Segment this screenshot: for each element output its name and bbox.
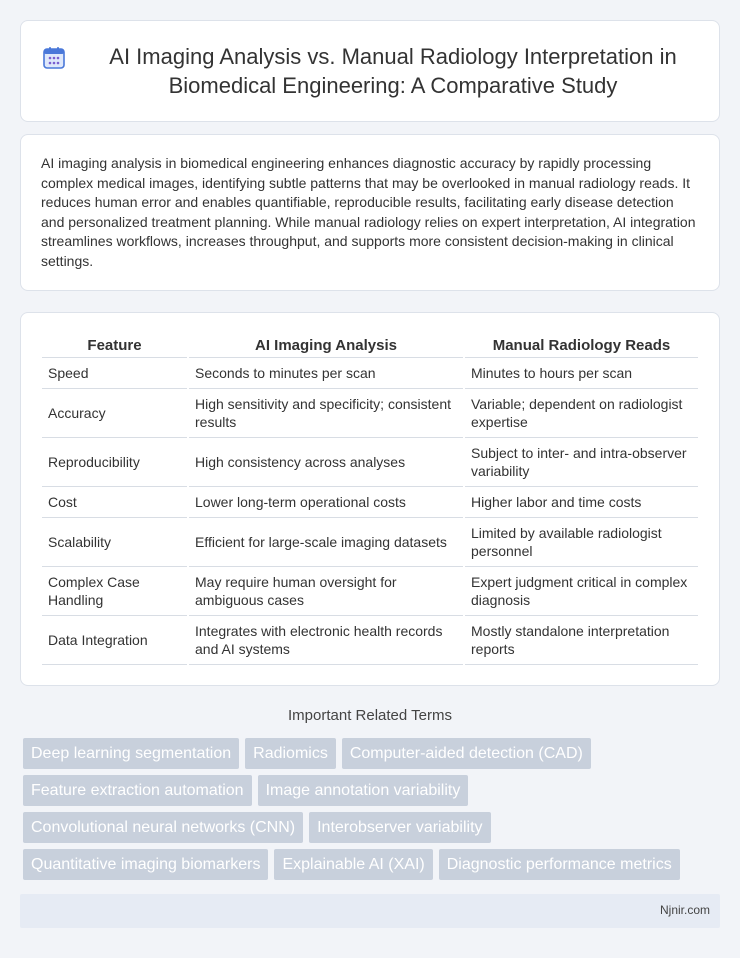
table-cell: Limited by available radiologist personnel <box>464 517 698 566</box>
term-tag[interactable]: Radiomics <box>245 738 336 769</box>
table-cell: Mostly standalone interpretation reports <box>464 615 698 664</box>
column-header-feature: Feature <box>42 333 188 357</box>
table-row <box>42 517 698 566</box>
table-cell: Speed <box>42 357 188 388</box>
table-cell: Accuracy <box>42 388 188 437</box>
column-header-ai: AI Imaging Analysis <box>188 333 464 357</box>
table-cell: Data Integration <box>42 615 188 664</box>
table-cell: Scalability <box>42 517 188 566</box>
title-wrap <box>21 21 719 121</box>
table-row <box>42 437 698 486</box>
comparison-table-card <box>20 312 720 686</box>
table-cell: Seconds to minutes per scan <box>188 357 464 388</box>
table-cell: Efficient for large-scale imaging datasets <box>188 517 464 566</box>
column-header-manual: Manual Radiology Reads <box>464 333 698 357</box>
table-row <box>42 615 698 664</box>
related-terms-heading: Important Related Terms <box>288 707 452 724</box>
table-header-row <box>42 333 698 357</box>
table-cell: Variable; dependent on radiologist expertise <box>464 388 698 437</box>
term-tag[interactable]: Image annotation variability <box>258 775 469 806</box>
intro-paragraph: AI imaging analysis in biomedical engineering enhances diagnostic accuracy by rapidly processing complex medical images, identifying subtle patterns that may be overlooked in manual radiology reads. It reduces human error and enables quantifiable, reproducible results, facilitating early disease detection and personalized treatment planning. While manual radiology relies on expert interpretation, AI integration streamlines workflows, increases throughput, and supports more consistent decision-making in clinical settings. <box>41 155 696 269</box>
term-tag[interactable]: Feature extraction automation <box>23 775 252 806</box>
table-row <box>42 566 698 615</box>
page-title: AI Imaging Analysis vs. Manual Radiology Interpretation in Biomedical Engineering: A Comparative Study <box>109 44 677 98</box>
table-row <box>42 357 698 388</box>
table-cell: Minutes to hours per scan <box>464 357 698 388</box>
comparison-table <box>42 333 698 665</box>
term-tag[interactable]: Computer-aided detection (CAD) <box>342 738 591 769</box>
table-row <box>42 388 698 437</box>
term-tag[interactable]: Diagnostic performance metrics <box>439 849 680 880</box>
table-cell: Integrates with electronic health records and AI systems <box>188 615 464 664</box>
table-row <box>42 486 698 517</box>
table-cell: Lower long-term operational costs <box>188 486 464 517</box>
term-tag[interactable]: Convolutional neural networks (CNN) <box>23 812 303 843</box>
footer-site-link[interactable]: Njnir.com <box>659 903 710 917</box>
title-card <box>20 20 720 122</box>
term-tag[interactable]: Interobserver variability <box>309 812 490 843</box>
table-cell: High consistency across analyses <box>188 437 464 486</box>
intro-card <box>20 134 720 291</box>
table-cell: High sensitivity and specificity; consistent results <box>188 388 464 437</box>
term-tag[interactable]: Quantitative imaging biomarkers <box>23 849 268 880</box>
term-tag[interactable]: Explainable AI (XAI) <box>274 849 432 880</box>
related-terms-list <box>23 738 713 886</box>
table-cell: Higher labor and time costs <box>464 486 698 517</box>
table-cell: Reproducibility <box>42 437 188 486</box>
calendar-icon <box>41 45 67 71</box>
footer <box>20 894 720 928</box>
table-cell: Subject to inter- and intra-observer variability <box>464 437 698 486</box>
term-tag[interactable]: Deep learning segmentation <box>23 738 239 769</box>
table-cell: Expert judgment critical in complex diagnosis <box>464 566 698 615</box>
table-cell: Cost <box>42 486 188 517</box>
table-cell: Complex Case Handling <box>42 566 188 615</box>
table-cell: May require human oversight for ambiguous cases <box>188 566 464 615</box>
